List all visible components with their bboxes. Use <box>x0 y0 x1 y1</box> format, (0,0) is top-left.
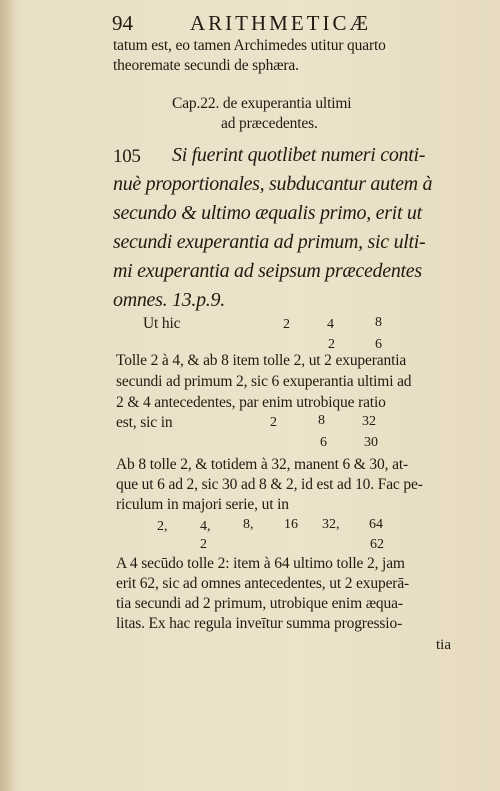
example-number: 6 <box>375 337 382 352</box>
text-line: tatum est, eo tamen Archimedes utitur quarto <box>113 37 386 54</box>
series-number: 4, <box>200 519 211 534</box>
text-line: Ab 8 tolle 2, & totidem à 32, manent 6 & 30, at- <box>116 456 408 473</box>
series-number: 2 <box>200 537 207 552</box>
text-line: que ut 6 ad 2, sic 30 ad 8 & 2, id est ad 10. Fac pe- <box>116 476 423 493</box>
series-number: 16 <box>284 517 298 532</box>
proposition-line: omnes. 13.p.9. <box>113 289 225 311</box>
text-line: theoremate secundi de sphæra. <box>113 57 299 74</box>
folio-number: 94 <box>112 11 133 35</box>
series-number: 64 <box>369 517 383 532</box>
running-head: ARITHMETICÆ <box>190 11 372 35</box>
proposition-line: secundi exuperantia ad primum, sic ulti- <box>113 231 426 253</box>
text-line: est, sic in <box>116 414 173 431</box>
example-number: 2 <box>270 415 277 430</box>
example-number: 8 <box>375 315 382 330</box>
proposition-line: Si fuerint quotlibet numeri conti- <box>172 144 426 166</box>
example-number: 32 <box>362 414 376 429</box>
proposition-line: mi exuperantia ad seipsum præcedentes <box>113 260 422 282</box>
proposition-line: secundo & ultimo æqualis primo, erit ut <box>113 202 422 224</box>
text-line: A 4 secūdo tolle 2: item à 64 ultimo tolle 2, jam <box>116 555 405 572</box>
text-line: erit 62, sic ad omnes antecedentes, ut 2 exuperā- <box>116 575 410 592</box>
example-number: 2 <box>283 317 290 332</box>
example-number: 8 <box>318 413 325 428</box>
chapter-heading-line-1: Cap.22. de exuperantia ultimi <box>172 95 352 112</box>
text-line: Tolle 2 à 4, & ab 8 item tolle 2, ut 2 exuperantia <box>116 352 407 369</box>
text-line: secundi ad primum 2, sic 6 exuperantia ultimi ad <box>116 373 412 390</box>
series-number: 2, <box>157 519 168 534</box>
example-number: 30 <box>364 435 378 450</box>
text-line: litas. Ex hac regula inveītur summa progressio- <box>116 615 403 632</box>
example-label: Ut hic <box>143 315 181 332</box>
text-line: 2 & 4 antecedentes, par enim utrobique ratio <box>116 394 386 411</box>
gutter-shadow <box>0 0 14 791</box>
text-line: tia secundi ad 2 primum, utrobique enim æqua- <box>116 595 403 612</box>
series-number: 62 <box>370 537 384 552</box>
chapter-heading-line-2: ad præcedentes. <box>221 115 318 132</box>
series-number: 32, <box>322 517 340 532</box>
series-number: 8, <box>243 517 254 532</box>
catchword: tia <box>436 637 451 653</box>
proposition-number: 105 <box>113 146 141 167</box>
proposition-line: nuè proportionales, subducantur autem à <box>113 173 433 195</box>
example-number: 6 <box>320 435 327 450</box>
example-number: 4 <box>327 317 334 332</box>
example-number: 2 <box>328 337 335 352</box>
text-line: riculum in majori serie, ut in <box>116 496 289 513</box>
